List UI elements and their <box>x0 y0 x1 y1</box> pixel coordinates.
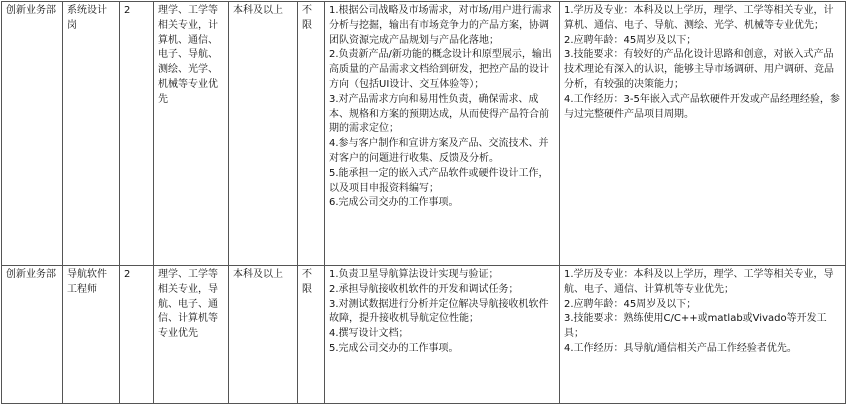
requirement-item: 1.学历及专业：本科及以上学历，理学、工学等相关专业，导航、电子、通信、计算机等专业优先； <box>564 269 834 295</box>
requirement-item: 3.技能要求：有较好的产品化设计思路和创意，对嵌入式产品技术理论有深入的认识，能够主导市场调研、用户调研、竞品分析，有较强的决策能力； <box>564 49 834 90</box>
table-row <box>2 2 846 266</box>
duties-cell <box>325 266 560 404</box>
duties-cell <box>325 2 560 266</box>
job-posting-table <box>1 1 846 404</box>
duty-item: 2.承担导航接收机软件的开发和调试任务； <box>329 283 519 295</box>
education-cell: 本科及以上 <box>229 2 298 266</box>
duty-item: 3.对产品需求方向和易用性负责，确保需求、成本、规格和方案的预期达成，从而使得产品符合前期的需求定位； <box>329 93 549 135</box>
position-cell: 导航软件工程师 <box>63 266 120 404</box>
requirement-item: 2.应聘年龄：45周岁及以下； <box>564 298 697 310</box>
requirement-item: 4.工作经历：具导航/通信相关产品工作经验者优先。 <box>564 342 797 354</box>
duty-item: 4.参与客户制作和宣讲方案及产品、交流技术、并对客户的问题进行收集、反馈及分析。 <box>329 138 549 164</box>
headcount-cell: 2 <box>120 2 154 266</box>
requirement-item: 3.技能要求：熟练使用C/C++或matlab或Vivado等开发工具； <box>564 313 827 340</box>
department-cell: 创新业务部 <box>2 2 63 266</box>
requirement-item: 4.工作经历：3-5年嵌入式产品软硬件开发或产品经理经验，参与过完整硬件产品项目周期。 <box>564 93 840 120</box>
duty-item: 3.对测试数据进行分析并定位解决导航接收机软件故障，提升接收机导航定位性能； <box>329 298 549 325</box>
requirements-cell <box>560 266 846 404</box>
requirement-item: 1.学历及专业：本科及以上学历，理学、工学等相关专业，计算机、通信、电子、导航、测绘、光学、机械等专业优先； <box>564 5 834 31</box>
education-cell: 本科及以上 <box>229 266 298 404</box>
duty-item: 2.负责新产品/新功能的概念设计和原型展示，输出高质量的产品需求文档给到研发，把控产品的设计方向（包括UI设计、交互体验等）； <box>329 49 552 90</box>
department-cell: 创新业务部 <box>2 266 63 404</box>
gender-cell: 不限 <box>298 266 325 404</box>
duty-item: 6.完成公司交办的工作事项。 <box>329 197 459 209</box>
gender-cell: 不限 <box>298 2 325 266</box>
requirements-cell <box>560 2 846 266</box>
duty-item: 5.完成公司交办的工作事项。 <box>329 342 459 354</box>
headcount-cell: 2 <box>120 266 154 404</box>
position-cell: 系统设计岗 <box>63 2 120 266</box>
table-row <box>2 266 846 404</box>
duty-item: 1.负责卫星导航算法设计实现与验证； <box>329 269 499 280</box>
requirement-item: 2.应聘年龄：45周岁及以下； <box>564 34 697 46</box>
duty-item: 1.根据公司战略及市场需求，对市场/用户进行需求分析与挖掘，输出有市场竞争力的产品方案，协调团队资源完成产品规划与产品化落地； <box>329 5 552 46</box>
major-cell: 理学、工学等相关专业，导航、电子、通信、计算机等专业优先 <box>154 266 229 404</box>
duty-item: 4.撰写设计文档； <box>329 328 409 340</box>
duty-item: 5.能承担一定的嵌入式产品软件或硬件设计工作，以及项目申报资料编写； <box>329 167 549 194</box>
major-cell: 理学、工学等相关专业，计算机、通信、电子、导航、测绘、光学、机械等专业优先 <box>154 2 229 266</box>
